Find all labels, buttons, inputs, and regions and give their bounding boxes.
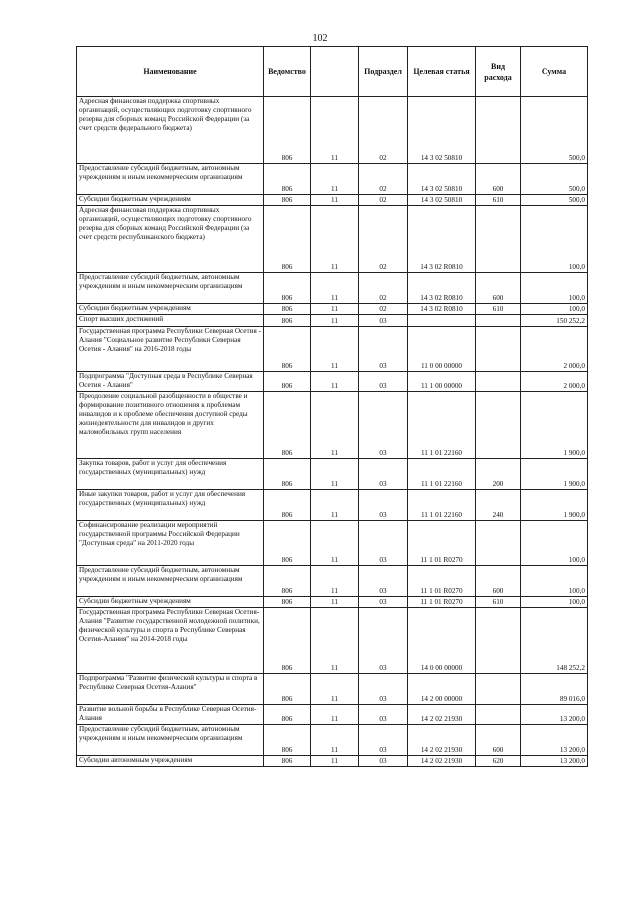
row-sum: 100,0 xyxy=(521,521,588,566)
row-vedomstvo: 806 xyxy=(264,705,311,725)
row-expense-type: 600 xyxy=(476,273,521,304)
row-expense-type xyxy=(476,608,521,674)
row-sum: 13 200,0 xyxy=(521,705,588,725)
header-vedomstvo: Ведомство xyxy=(264,47,311,97)
row-target: 14 3 02 R0810 xyxy=(408,304,476,315)
row-expense-type xyxy=(476,315,521,327)
row-expense-type: 600 xyxy=(476,566,521,597)
row-podrazdel: 02 xyxy=(359,195,408,206)
table-row xyxy=(77,97,588,164)
table-row xyxy=(77,392,588,459)
header-target: Целевая статья xyxy=(408,47,476,97)
row-sum: 500,0 xyxy=(521,164,588,195)
row-name: Предоставление субсидий бюджетным, автономным учреждениям и иным некоммерческим организациям xyxy=(77,725,264,756)
row-podrazdel: 02 xyxy=(359,304,408,315)
row-razdel: 11 xyxy=(311,97,359,164)
table-row xyxy=(77,164,588,195)
row-vedomstvo: 806 xyxy=(264,304,311,315)
table-row xyxy=(77,315,588,327)
row-sum: 100,0 xyxy=(521,273,588,304)
row-expense-type: 600 xyxy=(476,725,521,756)
row-vedomstvo: 806 xyxy=(264,521,311,566)
row-podrazdel: 03 xyxy=(359,597,408,608)
row-podrazdel: 03 xyxy=(359,608,408,674)
row-vedomstvo: 806 xyxy=(264,459,311,490)
row-name: Спорт высших достижений xyxy=(77,315,264,327)
row-vedomstvo: 806 xyxy=(264,273,311,304)
row-name: Государственная программа Республики Северная Осетия - Алания "Социальное развитие Республики Северная Осетия - Алания" на 2016-2018 годы xyxy=(77,327,264,372)
budget-table xyxy=(76,46,588,767)
row-razdel: 11 xyxy=(311,521,359,566)
row-razdel: 11 xyxy=(311,756,359,767)
row-sum: 1 900,0 xyxy=(521,459,588,490)
header-sum: Сумма xyxy=(521,47,588,97)
row-target: 11 1 01 22160 xyxy=(408,459,476,490)
header-name: Наименование xyxy=(77,47,264,97)
table-row xyxy=(77,304,588,315)
table-row xyxy=(77,372,588,392)
row-vedomstvo: 806 xyxy=(264,97,311,164)
row-target: 11 1 01 R0270 xyxy=(408,597,476,608)
table-row xyxy=(77,206,588,273)
row-podrazdel: 02 xyxy=(359,97,408,164)
row-expense-type xyxy=(476,705,521,725)
row-sum: 2 000,0 xyxy=(521,372,588,392)
row-name: Субсидии бюджетным учреждениям xyxy=(77,195,264,206)
row-podrazdel: 02 xyxy=(359,206,408,273)
table-row xyxy=(77,674,588,705)
row-sum: 1 900,0 xyxy=(521,490,588,521)
row-name: Субсидии бюджетным учреждениям xyxy=(77,597,264,608)
row-razdel: 11 xyxy=(311,725,359,756)
row-name: Развитие вольной борьбы в Республике Северная Осетия-Алания xyxy=(77,705,264,725)
row-razdel: 11 xyxy=(311,273,359,304)
table-row xyxy=(77,195,588,206)
row-name: Подпрограмма "Доступная среда в Республике Северная Осетия - Алания" xyxy=(77,372,264,392)
row-vedomstvo: 806 xyxy=(264,327,311,372)
row-expense-type: 600 xyxy=(476,164,521,195)
row-vedomstvo: 806 xyxy=(264,315,311,327)
row-name: Закупка товаров, работ и услуг для обеспечения государственных (муниципальных) нужд xyxy=(77,459,264,490)
row-razdel: 11 xyxy=(311,327,359,372)
row-target: 11 0 00 00000 xyxy=(408,327,476,372)
row-podrazdel: 03 xyxy=(359,674,408,705)
row-podrazdel: 03 xyxy=(359,756,408,767)
row-expense-type xyxy=(476,521,521,566)
row-podrazdel: 03 xyxy=(359,725,408,756)
row-expense-type xyxy=(476,674,521,705)
row-target: 11 1 01 R0270 xyxy=(408,521,476,566)
row-sum: 1 900,0 xyxy=(521,392,588,459)
row-podrazdel: 03 xyxy=(359,459,408,490)
row-name: Предоставление субсидий бюджетным, автономным учреждениям и иным некоммерческим организациям xyxy=(77,164,264,195)
row-razdel: 11 xyxy=(311,566,359,597)
row-sum: 100,0 xyxy=(521,597,588,608)
table-row xyxy=(77,705,588,725)
row-razdel: 11 xyxy=(311,206,359,273)
row-razdel: 11 xyxy=(311,372,359,392)
row-target: 14 3 02 R0810 xyxy=(408,273,476,304)
row-vedomstvo: 806 xyxy=(264,195,311,206)
row-target: 11 1 01 22160 xyxy=(408,392,476,459)
row-razdel: 11 xyxy=(311,490,359,521)
row-sum: 150 252,2 xyxy=(521,315,588,327)
row-sum: 2 000,0 xyxy=(521,327,588,372)
header-razdel xyxy=(311,47,359,97)
row-podrazdel: 03 xyxy=(359,705,408,725)
row-target: 14 0 00 00000 xyxy=(408,608,476,674)
header-podrazdel: Подраздел xyxy=(359,47,408,97)
row-podrazdel: 03 xyxy=(359,372,408,392)
row-target xyxy=(408,315,476,327)
row-sum: 100,0 xyxy=(521,206,588,273)
row-podrazdel: 03 xyxy=(359,392,408,459)
page-number: 102 xyxy=(312,33,328,44)
row-sum: 148 252,2 xyxy=(521,608,588,674)
row-target: 14 3 02 50810 xyxy=(408,164,476,195)
row-sum: 100,0 xyxy=(521,566,588,597)
row-expense-type: 610 xyxy=(476,304,521,315)
row-target: 14 2 02 21930 xyxy=(408,705,476,725)
row-target: 14 3 02 R0810 xyxy=(408,206,476,273)
row-name: Подпрограмма "Развитие физической культуры и спорта в Республике Северная Осетия-Алания" xyxy=(77,674,264,705)
table-row xyxy=(77,490,588,521)
row-podrazdel: 03 xyxy=(359,327,408,372)
row-name: Адресная финансовая поддержка спортивных организаций, осуществляющих подготовку спортивного резерва для сборных команд Российской Федерации (за счет средств республиканского бюджета) xyxy=(77,206,264,273)
table-row xyxy=(77,597,588,608)
row-razdel: 11 xyxy=(311,608,359,674)
row-podrazdel: 03 xyxy=(359,521,408,566)
row-expense-type: 610 xyxy=(476,597,521,608)
table-row xyxy=(77,725,588,756)
row-vedomstvo: 806 xyxy=(264,490,311,521)
row-sum: 13 200,0 xyxy=(521,725,588,756)
row-vedomstvo: 806 xyxy=(264,608,311,674)
row-razdel: 11 xyxy=(311,459,359,490)
row-name: Преодоление социальной разобщенности в обществе и формирование позитивного отношения к проблемам инвалидов и к проблеме обеспечения доступной среды жизнедеятельности для инвалидов и других маломобильных групп населения xyxy=(77,392,264,459)
row-target: 11 1 01 22160 xyxy=(408,490,476,521)
row-razdel: 11 xyxy=(311,674,359,705)
row-sum: 13 200,0 xyxy=(521,756,588,767)
row-podrazdel: 03 xyxy=(359,315,408,327)
row-expense-type xyxy=(476,97,521,164)
row-sum: 500,0 xyxy=(521,195,588,206)
row-expense-type xyxy=(476,372,521,392)
row-name: Государственная программа Республики Северная Осетия-Алания "Развитие государственной молодежной политики, физической культуры и спорта в Республике Северная Осетия-Алания" на 2014-2018 годы xyxy=(77,608,264,674)
row-target: 14 3 02 50810 xyxy=(408,195,476,206)
table-row xyxy=(77,327,588,372)
row-name: Адресная финансовая поддержка спортивных организаций, осуществляющих подготовку спортивного резерва для сборных команд Российской Федерации (за счет средств федерального бюджета) xyxy=(77,97,264,164)
row-expense-type xyxy=(476,327,521,372)
row-name: Предоставление субсидий бюджетным, автономным учреждениям и иным некоммерческим организациям xyxy=(77,273,264,304)
row-podrazdel: 03 xyxy=(359,490,408,521)
row-sum: 89 016,0 xyxy=(521,674,588,705)
row-expense-type: 240 xyxy=(476,490,521,521)
header-expense-type: Вид расхода xyxy=(476,47,521,97)
row-expense-type xyxy=(476,206,521,273)
row-name: Софинансирование реализации мероприятий государственной программы Российской Федерации "Доступная среда" на 2011-2020 годы xyxy=(77,521,264,566)
row-expense-type xyxy=(476,392,521,459)
row-name: Предоставление субсидий бюджетным, автономным учреждениям и иным некоммерческим организациям xyxy=(77,566,264,597)
table-row xyxy=(77,273,588,304)
table-row xyxy=(77,521,588,566)
row-expense-type: 200 xyxy=(476,459,521,490)
row-target: 11 1 01 R0270 xyxy=(408,566,476,597)
row-vedomstvo: 806 xyxy=(264,392,311,459)
row-vedomstvo: 806 xyxy=(264,566,311,597)
row-vedomstvo: 806 xyxy=(264,756,311,767)
row-target: 11 1 00 00000 xyxy=(408,372,476,392)
row-podrazdel: 02 xyxy=(359,164,408,195)
row-target: 14 2 02 21930 xyxy=(408,725,476,756)
table-header-row xyxy=(77,47,588,97)
table-row xyxy=(77,608,588,674)
row-vedomstvo: 806 xyxy=(264,725,311,756)
row-sum: 100,0 xyxy=(521,304,588,315)
row-vedomstvo: 806 xyxy=(264,674,311,705)
row-name: Иные закупки товаров, работ и услуг для обеспечения государственных (муниципальных) нужд xyxy=(77,490,264,521)
row-razdel: 11 xyxy=(311,392,359,459)
row-target: 14 2 02 21930 xyxy=(408,756,476,767)
row-razdel: 11 xyxy=(311,597,359,608)
row-podrazdel: 02 xyxy=(359,273,408,304)
row-sum: 500,0 xyxy=(521,97,588,164)
row-razdel: 11 xyxy=(311,164,359,195)
row-razdel: 11 xyxy=(311,705,359,725)
table-row xyxy=(77,756,588,767)
row-vedomstvo: 806 xyxy=(264,372,311,392)
table-row xyxy=(77,459,588,490)
row-vedomstvo: 806 xyxy=(264,164,311,195)
row-name: Субсидии бюджетным учреждениям xyxy=(77,304,264,315)
row-podrazdel: 03 xyxy=(359,566,408,597)
row-razdel: 11 xyxy=(311,195,359,206)
row-expense-type: 610 xyxy=(476,195,521,206)
row-target: 14 3 02 50810 xyxy=(408,97,476,164)
row-vedomstvo: 806 xyxy=(264,206,311,273)
row-expense-type: 620 xyxy=(476,756,521,767)
row-name: Субсидии автономным учреждениям xyxy=(77,756,264,767)
row-target: 14 2 00 00000 xyxy=(408,674,476,705)
row-razdel: 11 xyxy=(311,304,359,315)
row-razdel: 11 xyxy=(311,315,359,327)
table-row xyxy=(77,566,588,597)
row-vedomstvo: 806 xyxy=(264,597,311,608)
